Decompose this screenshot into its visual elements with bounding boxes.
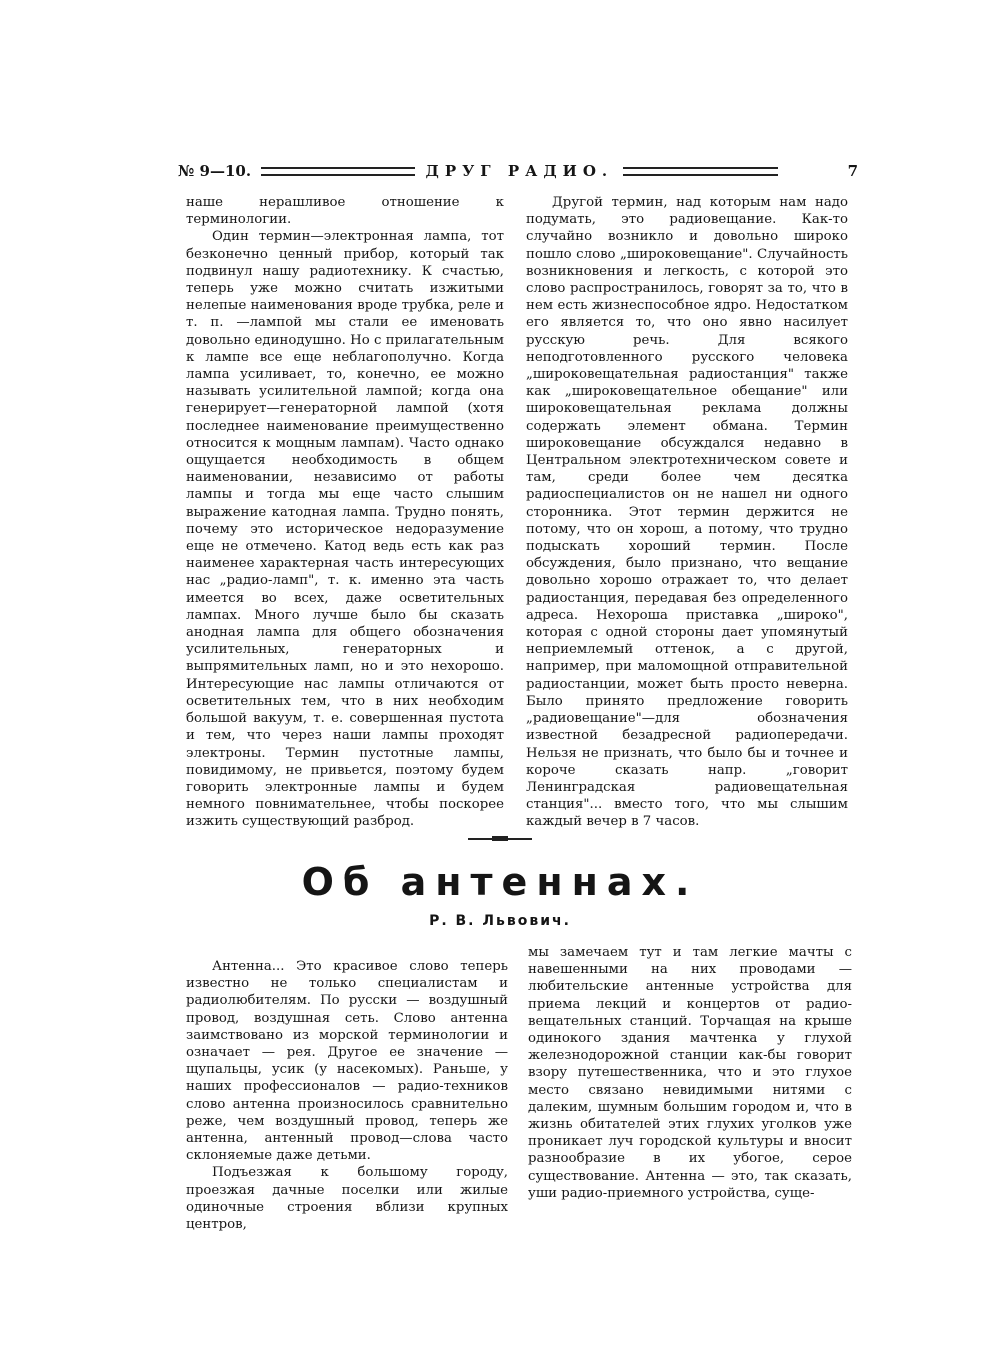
paragraph: наше нерашливое отношение к терминологии. xyxy=(186,195,504,228)
article-author: Р. В. Львович. xyxy=(429,913,571,929)
issue-number: № 9—10. xyxy=(178,162,252,180)
paragraph: Другой термин, над которым нам надо подумать, это радиовещание. Как-то случайно возникло и довольно широко пошло слово „широковещание". Случайность возникновения и легкость, с которой это слово распространилось, говорят за то, что в нем есть жизнеспособное ядро. Недостатком его является то, что оно явно насилует русскую речь. Для всякого неподготовленного русского человека „широковещательная радиостанция" также как „широковещательное обещание" или широковещательная реклама должны содержать элемент обмана. Термин широковещание обсуждался недавно в Центральном электротехническом совете и там, среди более чем десятка радиоспециалистов он не нашел ни одного сторонника. Этот термин держится не потому, что он хорош, а потому, что трудно подыскать хороший термин. После обсуждения, было признано, что вещание довольно хорошо отражает то, что делает радиостанция, передавая без определенного адреса. Нехороша приставка „широко", которая с одной стороны дает упомянутый неприемлемый оттенок, а с другой, например, при маломощной отправительной радиостанции, может быть просто неверна. Было принято предложение говорить „радиовещание"—для обозначения известной безадресной радиопередачи. Нельзя не признать, что было бы и точнее и короче сказать напр. „говорит Ленинградская радиовещательная станция"... вместо того, что мы слышим каждый вечер в 7 часов. xyxy=(526,195,848,830)
section-divider-center xyxy=(492,836,508,841)
page-number: 7 xyxy=(847,162,859,180)
column-1 xyxy=(186,194,504,831)
header-rule-left xyxy=(261,167,415,176)
paragraph: Антенна... Это красивое слово теперь известно не только специалистам и радиолюбителям. По русски — воздушный провод, воздушная сеть. Слово антенна заимствовано из морской терминологии и означает — рея. Другое ее значение — щупальцы, усик (у насекомых). Раньше, у наших профессионалов — радио-техников слово антенна произносилось сравнительно реже, чем воздушный провод, теперь же антенна, антенный провод—слова часто склоняемые даже детьми. xyxy=(186,959,508,1164)
paragraph: Один термин—электронная лампа, тот безконечно ценный прибор, который так подвинул нашу радиотехнику. К счастью, теперь уже можно считать изжитыми нелепые наименования вроде трубка, реле и т. п. —лампой мы стали ее именовать довольно единодушно. Но с прилагательным к лампе все еще неблагополучно. Когда лампа усиливает, то, конечно, ее можно называть усилительной лампой; когда она генерирует—генераторной лампой (хотя последнее наименование преимущественно относится к мощным лампам). Часто однако ощущается необходимость в общем наименовании, независимо от работы лампы и тогда мы еще часто слышим выражение катодная лампа. Трудно понять, почему это историческое недоразумение еще не отмечено. Катод ведь есть как раз наименее характерная часть интересующих нас „радио-ламп", т. к. именно эта часть имеется во всех, даже осветительных лампах. Много лучше было бы сказать анодная лампа для общего обозначения усилительных, генераторных и выпрямительных ламп, но и это нехорошо. Интересующие нас лампы отличаются от осветительных тем, что в них необходим большой вакуум, т. е. совершенная пустота и тем, что через наши лампы проходят электроны. Термин пустотные лампы, повидимому, не привьется, поэтому будем говорить электронные лампы и будем немного повнимательнее, чтобы поскорее изжить существующий разброд. xyxy=(186,229,504,830)
column-3 xyxy=(186,958,508,1233)
masthead: ДРУГ РАДИО. xyxy=(425,162,614,180)
page-header xyxy=(178,160,858,182)
column-4 xyxy=(528,944,852,1202)
column-2 xyxy=(526,194,848,831)
paragraph: мы замечаем тут и там легкие мачты с навешенными на них проводами — любительские антенные устройства для приема лекций и концертов от радио-вещательных станций. Торчащая на крыше одинокого здания мачтенка у глухой железнодорожной станции как-бы говорит взору путешественника, что и это глухое место связано невидимыми нитями с далеким, шумным большим городом и, что в жизнь обитателей этих глухих уголков уже проникает луч городской культуры и вносит разнообразие в их убогое, серое существование. Антенна — это, так сказать, уши радио-приемного устройства, суще- xyxy=(528,945,852,1201)
article-title: Об антеннах. xyxy=(301,860,699,904)
header-rule-right xyxy=(623,167,777,176)
paragraph: Подъезжая к большому городу, проезжая дачные поселки или жилые одиночные строения вблизи крупных центров, xyxy=(186,1165,508,1233)
